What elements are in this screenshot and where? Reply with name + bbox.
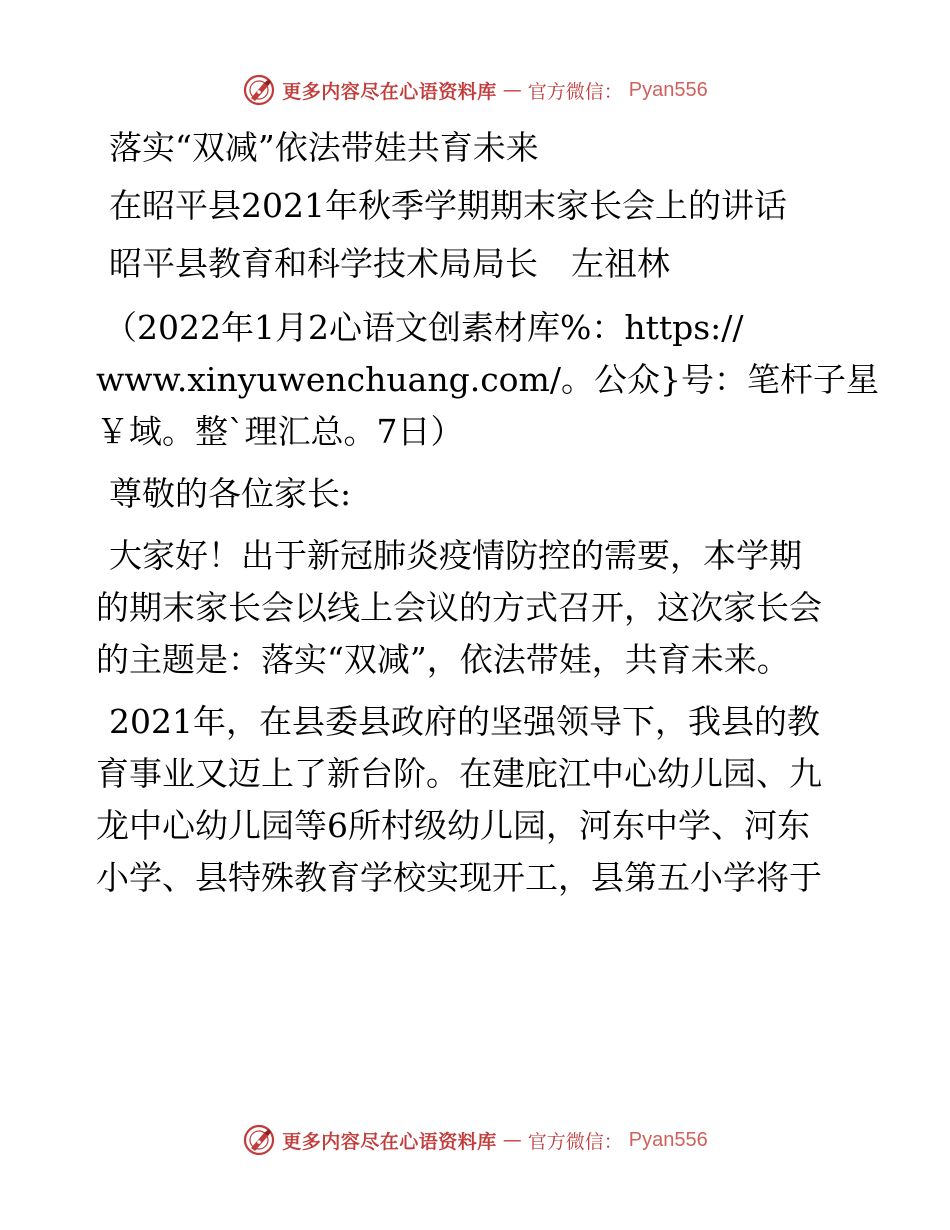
paragraph-achievements: [96, 696, 856, 904]
paragraph-line: 大家好！出于新冠肺炎疫情防控的需要，本学期: [109, 536, 802, 575]
paragraph-line: 龙中心幼儿园等6所村级幼儿园，河东中学、河东: [96, 806, 810, 845]
header-banner: [0, 70, 950, 110]
document-date-note: [96, 302, 879, 458]
paragraph-line: 2021年，在县委县政府的坚强领导下，我县的教: [109, 702, 820, 741]
banner-dash: —: [502, 79, 522, 101]
paragraph-greeting: [96, 530, 856, 686]
date-note-line: ￥域。整`理汇总。7日）: [96, 412, 464, 451]
paragraph-line: 小学、县特殊教育学校实现开工，县第五小学将于: [96, 858, 822, 897]
banner-wechat-label: 官方微信：: [527, 1130, 623, 1153]
document-title: 落实“双减”依法带娃共育未来: [109, 128, 539, 167]
paragraph-line: 的主题是：落实“双减”，依法带娃，共育未来。: [96, 640, 790, 679]
paragraph-line: 育事业又迈上了新台阶。在建庇江中心幼儿园、九: [96, 754, 822, 793]
banner-slogan: 更多内容尽在心语资料库: [282, 80, 497, 103]
document-author: 昭平县教育和科学技术局局长 左祖林: [109, 244, 670, 283]
banner-content: [242, 73, 708, 107]
banner-slogan: 更多内容尽在心语资料库: [282, 1130, 497, 1153]
banner-wechat-handle: Pyan556: [628, 1128, 708, 1151]
pen-nib-logo-icon: [242, 73, 276, 107]
footer-banner: [0, 1120, 950, 1160]
banner-wechat-label: 官方微信：: [527, 80, 623, 103]
salutation: 尊敬的各位家长:: [109, 474, 352, 513]
document-body: [96, 122, 879, 904]
pen-nib-logo-icon: [242, 1123, 276, 1157]
banner-wechat-handle: Pyan556: [628, 78, 708, 101]
banner-content: [242, 1123, 708, 1157]
document-subtitle: 在昭平县2021年秋季学期期末家长会上的讲话: [109, 186, 787, 225]
banner-dash: —: [502, 1129, 522, 1151]
paragraph-line: 的期末家长会以线上会议的方式召开，这次家长会: [96, 588, 822, 627]
date-note-line: （2022年1月2心语文创素材库%：https://: [104, 308, 744, 347]
date-note-line: www.xinyuwenchuang.com/。公众}号：笔杆子星: [96, 360, 879, 399]
